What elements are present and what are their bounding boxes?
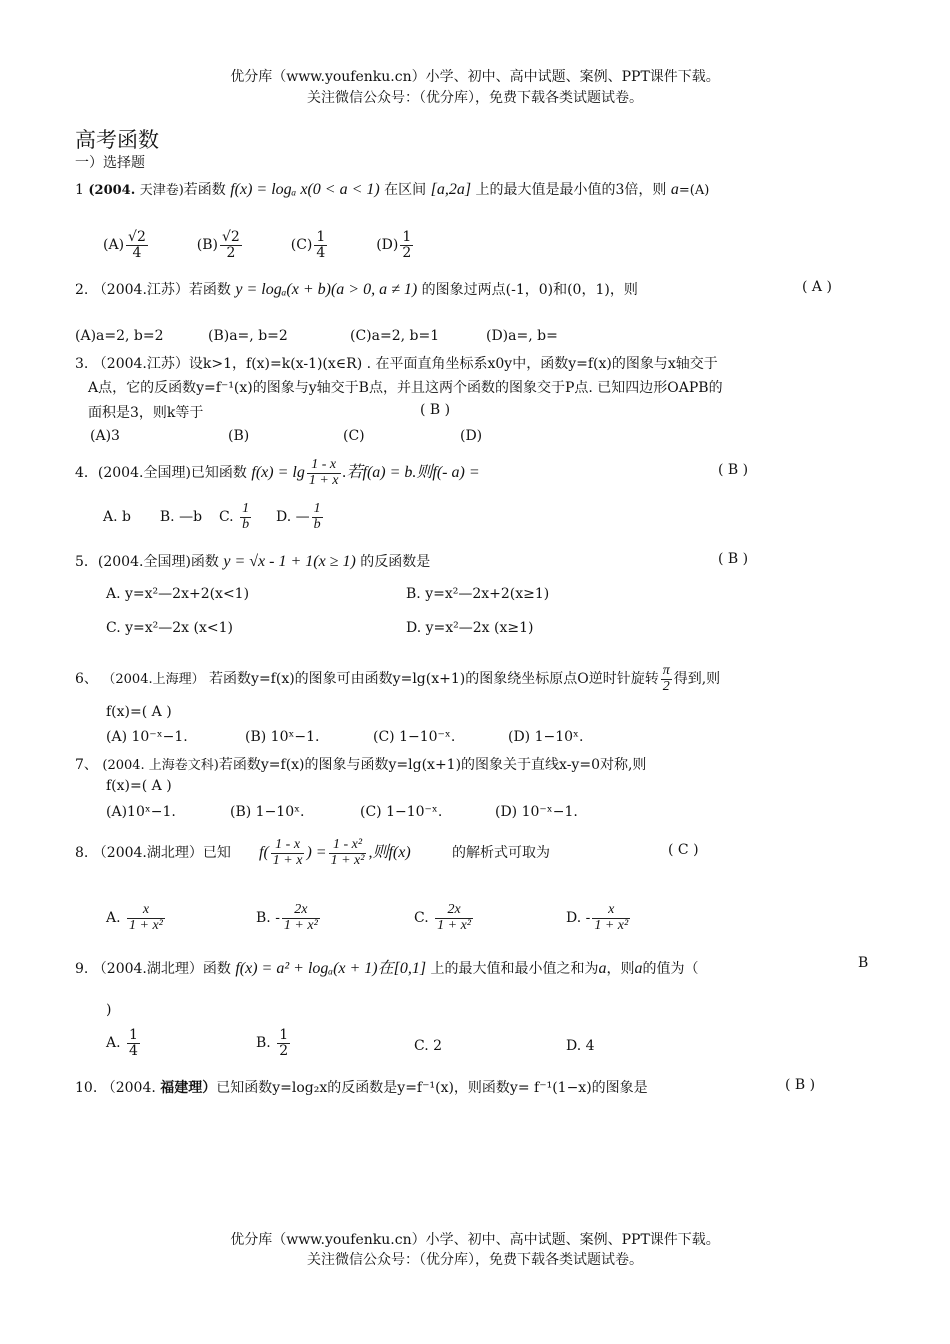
q4-option-c: C. $\frac{1}{b}$	[218, 501, 250, 532]
question-4-stem	[75, 458, 480, 488]
footer-line-1: 优分库（www.youfenku.cn）小学、初中、高中试题、案例、PPT课件下载。	[230, 1232, 720, 1248]
q8-option-b: B. - $\frac{2x}{\text{1 + x²}}$	[256, 902, 318, 933]
q5-option-d: D. y=x²—2x (x≥1)	[406, 620, 534, 636]
q6-stem-2: 得到,则	[673, 671, 721, 688]
q8-r-num: 1 - x²	[329, 838, 367, 854]
question-10-stem	[75, 1077, 648, 1097]
q3-line-1: 3. （2004.江苏）设k>1，f(x)=k(x-1)(x∈R) . 在平面直角坐标系x0y中，函数y=f(x)的图象与x轴交于	[75, 356, 718, 372]
q6-line-2: f(x)=( A )	[106, 704, 172, 720]
q8-r-den: 1 + x²	[330, 852, 365, 868]
q1-number: 1	[75, 182, 84, 198]
q1-stem-c: 上的最大值是最小值的3倍，则	[475, 182, 667, 198]
q9-var: a	[598, 960, 607, 977]
q2-source: （2004.江苏）若函数	[92, 282, 231, 298]
q1-stem-a: 若函数	[183, 182, 226, 198]
q2-option-c: (C)a=2, b=1	[350, 328, 440, 344]
q4-stem: 4．(2004.全国理)已知函数	[75, 465, 247, 482]
q8-stem-2: 的解析式可取为	[452, 845, 550, 861]
q4-f-rhs: .若f(a) = b.则f(- a) =	[342, 464, 480, 482]
q2-number: 2.	[75, 282, 89, 298]
q9-stem-2: 上的最大值和最小值之和为	[430, 961, 599, 977]
q5-stem-2: 的反函数是	[360, 554, 431, 570]
q4-option-b: B. —b	[159, 509, 203, 526]
q5-option-c: C. y=x²—2x (x<1)	[106, 620, 233, 636]
q1-interval: [a,2a]	[430, 181, 472, 198]
q4-answer: ( B )	[718, 462, 749, 478]
q6-number: 6、	[75, 671, 98, 688]
q6-option-d: (D) 1−10ˣ.	[508, 729, 584, 745]
q10-answer: ( B )	[785, 1077, 816, 1093]
q8-l-den: 1 + x	[272, 852, 303, 868]
q2-option-b: (B)a=, b=2	[208, 328, 288, 344]
q8-option-a: A. $\frac{x}{\text{1 + x²}}$	[106, 902, 163, 933]
q9-close-paren: )	[106, 1002, 112, 1018]
q7-source: (2004. 上海卷文科)	[102, 758, 219, 773]
question-6-stem	[75, 664, 720, 694]
q6-option-c: (C) 1−10⁻ˣ.	[373, 729, 456, 745]
q3-answer: ( B )	[420, 402, 451, 418]
q3-line-2: A点，它的反函数y=f⁻¹(x)的图象与y轴交于B点，并且这两个函数的图象交于P点. 已知四边形OAPB的	[88, 380, 723, 396]
q9-answer: B	[858, 955, 869, 971]
page-title: 高考函数	[75, 128, 159, 152]
q6-stem: 若函数y=f(x)的图象可由函数y=lg(x+1)的图象绕坐标原点O逆时针旋转	[209, 671, 659, 688]
question-2-stem	[75, 279, 638, 299]
q10-source: （2004.	[101, 1080, 156, 1096]
q2-stem: 的图象过两点(-1，0)和(0，1)，则	[421, 282, 638, 298]
q8-option-d: D. - $\frac{x}{\text{1 + x²}}$	[566, 902, 629, 933]
q7-number: 7、	[75, 757, 98, 773]
q8-answer: ( C )	[668, 842, 699, 858]
q1-source: 天津卷)	[139, 183, 184, 198]
q9-stem-4: 的值为（	[642, 961, 699, 977]
q10-source-2: 福建理）	[160, 1080, 217, 1096]
q10-stem: 已知函数y=log₂x的反函数是y=f⁻¹(x)，则函数y= f⁻¹(1−x)的图象是	[216, 1080, 648, 1096]
q4-f-num: 1 - x	[307, 458, 341, 474]
q6-option-b: (B) 10ˣ−1.	[245, 729, 320, 745]
q4-f-lhs: f(x) = lg	[251, 464, 305, 482]
q3-line-3: 面积是3，则k等于	[88, 405, 204, 421]
q6-source: （2004.上海理）	[102, 672, 205, 688]
question-7-stem	[75, 754, 646, 774]
q6-angle-den: 2	[662, 678, 670, 694]
q1-option-b: (B) $\frac{√2}{2}$	[196, 229, 240, 261]
q7-option-b: (B) 1−10ˣ.	[230, 804, 305, 820]
q10-number: 10.	[75, 1080, 98, 1096]
q7-option-c: (C) 1−10⁻ˣ.	[360, 804, 443, 820]
q3-option-a: (A)3	[90, 428, 120, 444]
q8-stem: 8. （2004.湖北理）已知	[75, 845, 231, 861]
q3-option-c: (C)	[343, 428, 365, 444]
q4-option-d: D. — $\frac{1}{b}$	[275, 501, 321, 532]
q9-formula: f(x) = a² + logₐ(x + 1)在[0,1]	[235, 960, 427, 977]
question-8-stem	[75, 842, 231, 862]
q1-stem-b: 在区间	[384, 182, 427, 198]
q2-formula: y = logₐ(x + b)(a > 0, a ≠ 1)	[235, 281, 418, 298]
q8-l-num: 1 - x	[271, 838, 305, 854]
q2-option-d: (D)a=, b=	[486, 328, 558, 344]
q9-option-c: C. 2	[414, 1038, 443, 1054]
q6-angle-num: π	[662, 663, 670, 678]
q8-option-c: C. $\frac{2x}{\text{1 + x²}}$	[414, 902, 471, 933]
q5-option-b: B. y=x²—2x+2(x≥1)	[406, 586, 550, 602]
q8-formula: f( $\frac{1 - x}{1 + x}$ ) = $\frac{\text{1 - x²}}{\text{1 + x²}}$ ,则f(x)	[259, 837, 411, 868]
q1-option-a: (A) $\frac{√2}{4}$	[103, 229, 146, 261]
q7-line-2: f(x)=( A )	[106, 778, 172, 794]
footer-line-2: 关注微信公众号：（优分库），免费下载各类试题试卷。	[307, 1252, 643, 1268]
question-5-stem	[75, 551, 430, 571]
q1-answer: =(A)	[678, 183, 710, 198]
q9-stem-3: ，则	[606, 961, 635, 977]
question-1-stem	[75, 179, 709, 199]
q2-answer: ( A )	[802, 279, 832, 295]
q7-option-a: (A)10ˣ−1.	[106, 804, 176, 820]
q5-stem: 5．(2004.全国理)函数	[75, 554, 219, 570]
q6-option-a: (A) 10⁻ˣ−1.	[106, 729, 188, 745]
question-9-stem: 9. （2004.湖北理）函数 f(x) = a² + logₐ(x + 1)在[0,1] 上的最大值和最小值之和为a，则a的值为（	[75, 960, 699, 977]
q3-option-d: (D)	[460, 428, 483, 444]
q9-option-a: A. $\frac{1}{4}$	[106, 1027, 138, 1059]
q2-option-a: (A)a=2, b=2	[75, 328, 164, 344]
q7-stem: 若函数y=f(x)的图象与函数y=lg(x+1)的图象关于直线x-y=0对称,则	[218, 757, 647, 773]
q1-formula: f(x) = logₐ x(0 < a < 1)	[230, 181, 380, 198]
q5-formula: y = √x - 1 + 1(x ≥ 1)	[223, 553, 356, 570]
header-line-1: 优分库（www.youfenku.cn）小学、初中、高中试题、案例、PPT课件下载。	[230, 69, 720, 85]
q9-stem: 9. （2004.湖北理）函数	[75, 961, 231, 977]
q5-answer: ( B )	[718, 551, 749, 567]
section-heading: 一）选择题	[75, 155, 145, 171]
q4-f-den: 1 + x	[308, 472, 339, 488]
question-1-options	[103, 230, 415, 260]
header-line-2: 关注微信公众号：（优分库），免费下载各类试题试卷。	[307, 90, 643, 106]
q1-source-year: (2004.	[88, 183, 136, 198]
q1-option-d: (D) $\frac{1}{2}$	[376, 229, 412, 261]
q4-option-a: A. b	[103, 509, 131, 526]
q3-option-b: (B)	[228, 428, 250, 444]
q5-option-a: A. y=x²—2x+2(x<1)	[106, 586, 250, 602]
q1-option-c: (C) $\frac{1}{4}$	[290, 229, 326, 261]
q7-option-d: (D) 10⁻ˣ−1.	[495, 804, 578, 820]
q1-var: a	[670, 181, 679, 198]
q9-option-b: B. $\frac{1}{2}$	[256, 1027, 289, 1059]
q8-f-tail: ,则f(x)	[368, 843, 411, 861]
q9-option-d: D. 4	[566, 1038, 595, 1054]
question-4-options	[103, 502, 325, 532]
